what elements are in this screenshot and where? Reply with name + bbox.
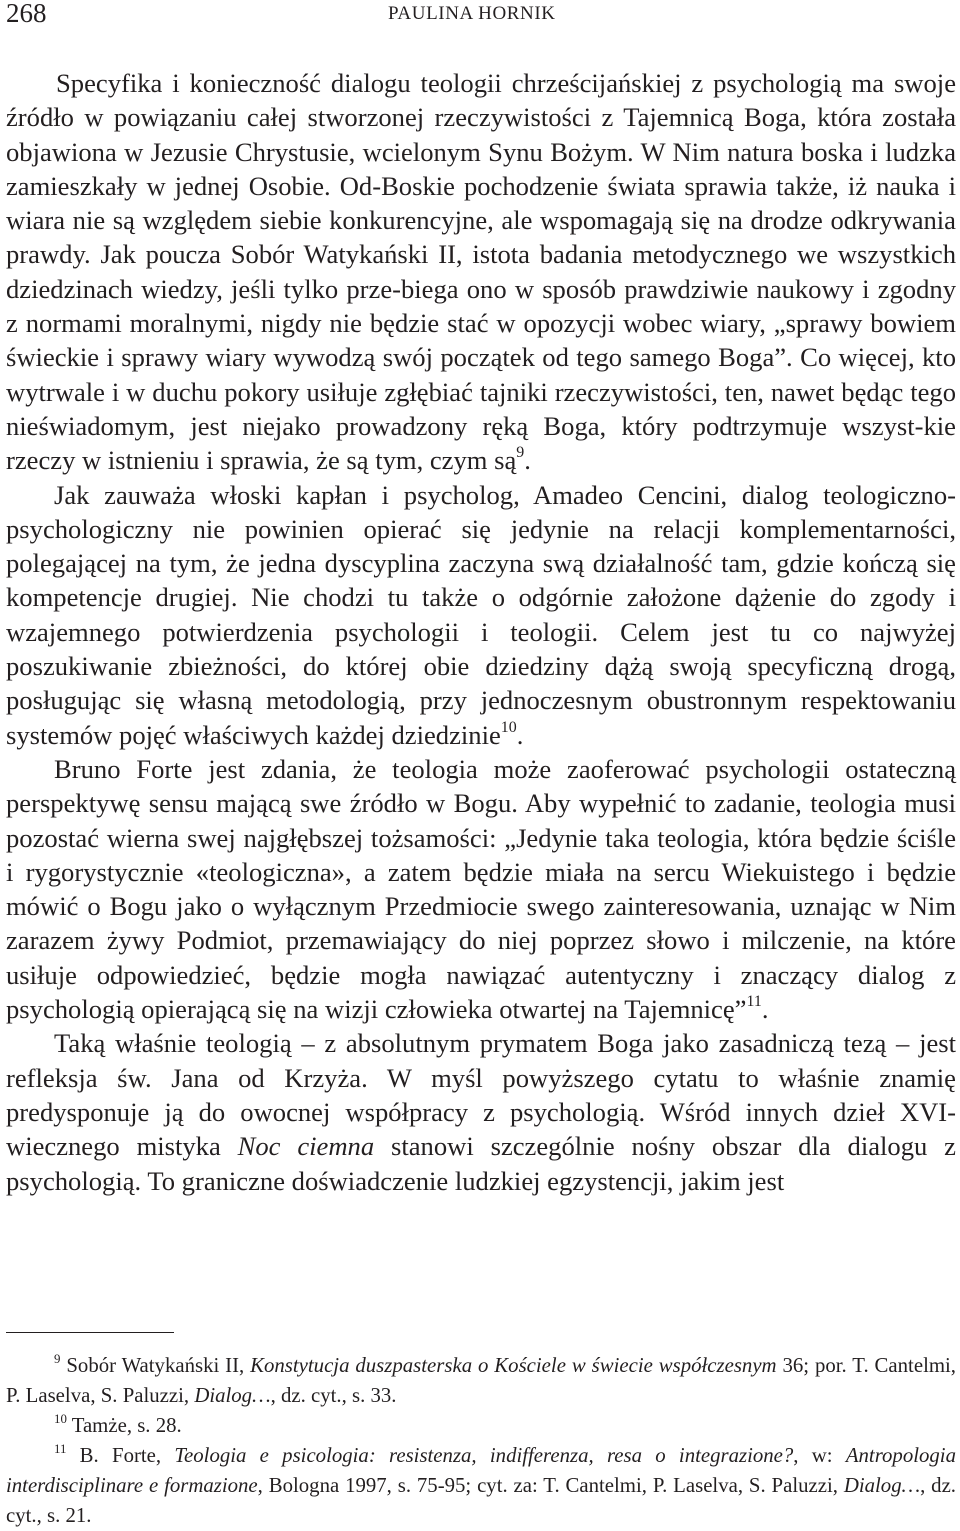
work-title-noc-ciemna: Noc ciemna (237, 1131, 375, 1162)
footnote-10 (6, 1411, 956, 1441)
footnote-ref-11: 11 (746, 993, 762, 1011)
footnote-text: B. Forte, (66, 1444, 175, 1467)
footnote-separator (6, 1332, 174, 1333)
footnote-text: Tamże, s. 28. (66, 1414, 182, 1437)
footnote-text: , w: (793, 1444, 846, 1467)
paragraph-4 (6, 1026, 956, 1197)
footnote-text: Sobór Watykański II, (60, 1354, 251, 1377)
footnote-ref-10: 10 (500, 718, 517, 736)
paragraph-1 (6, 66, 956, 478)
footnote-italic-title: Dialog… (843, 1474, 921, 1497)
footnote-9 (6, 1351, 956, 1411)
paragraph-3 (6, 752, 956, 1026)
footnote-number: 10 (54, 1411, 67, 1426)
footnote-text: , dz. cyt., s. 33. (270, 1384, 397, 1407)
paragraph-1-text: Specyfika i konieczność dialogu teologii chrześcijańskiej z psychologią ma swoje źródło w powiązaniu całej stworzonej rzeczywistości z Tajemnicą Boga, która została objawiona w Jezusie Chrystusie, wcielonym Synu Bożym. W Nim natura boska i ludzka zamieszkały w jednej Osobie. Od-Boskie pochodzenie świata sprawia także, iż nauka i wiara nie są względem siebie konkurencyjne, ale wspomagają się na drodze odkrywania prawdy. Jak poucza Sobór Watykański II, istota badania metodycznego we wszystkich dziedzinach wiedzy, jeśli tylko prze-biega ono w sposób prawdziwie naukowy i zgodny z normami moralnymi, nigdy nie będzie stać w opozycji wobec wiary, „sprawy bowiem świeckie i sprawy wiary wywodzą swój początek od tego samego Boga”. Co więcej, kto wytrwale i w duchu pokory usiłuje zgłębiać tajniki rzeczywistości, ten, nawet będąc tego nieświadomym, jest niejako prowadzony ręką Boga, który podtrzymuje wszyst-kie rzeczy w istnieniu i sprawia, że są tym, czym są (6, 68, 956, 476)
footnote-italic-title: Teologia e psicologia: resistenza, indifferenza, resa o integrazione? (174, 1444, 794, 1467)
paragraph-1-end: . (524, 445, 531, 476)
footnote-italic-title: Antropologia interdisciplinare e formazione (6, 1444, 956, 1497)
paragraph-4-text: Taką właśnie teologią – z absolutnym prymatem Boga jako zasadniczą tezą – jest refleksja św. Jana od Krzyża. W myśl powyższego cytatu to właśnie znamię predysponuje ją do owocnej współpracy z psychologią. Wśród innych dzieł XVI-wiecznego mistyka (6, 1028, 956, 1162)
paragraph-3-end: . (761, 994, 769, 1025)
footnote-italic-title: Dialog… (194, 1384, 271, 1407)
footnote-text: , Bologna 1997, s. 75-95; cyt. za: T. Cantelmi, P. Laselva, S. Paluzzi, (257, 1474, 844, 1497)
footnote-number: 11 (54, 1441, 67, 1456)
running-head: PAULINA HORNIK (388, 3, 556, 24)
footnote-italic-title: Konstytucja duszpasterska o Kościele w świecie współczesnym (250, 1354, 777, 1377)
page-header (0, 0, 960, 30)
footnote-ref-9: 9 (516, 444, 525, 462)
paragraph-3-text: Bruno Forte jest zdania, że teologia może zaoferować psychologii ostateczną perspektywę sensu mającą swe źródło w Bogu. Aby wypełnić to zadanie, teologia musi pozostać wierna swej najgłębszej tożsamości: „Jedynie taka teologia, która będzie ściśle i rygorystycznie «teologiczna», a zatem będzie miała na sercu Wiekuistego i będzie mówić o Bogu jako o wyłącznym Przedmiocie swego zainteresowania, uznając w Nim zarazem żywy Podmiot, przemawiający do niej poprzez słowo i milczenie, na które usiłuje odpowiedzieć, będzie mogła nawiązać autentyczny i znaczący dialog z psychologią opierającą się na wizji człowieka otwartej na Tajemnicę” (6, 753, 956, 1025)
footnote-text: , dz. cyt., s. 21. (6, 1474, 956, 1527)
body-text (6, 66, 956, 1198)
paragraph-4-end: stanowi szczególnie nośny obszar dla dialogu z psychologią. To graniczne doświadczenie ludzkiej egzystencji, jakim jest (6, 1131, 956, 1196)
paragraph-2-end: . (516, 719, 524, 750)
footnotes (6, 1351, 956, 1531)
paragraph-2 (6, 478, 956, 752)
footnote-11 (6, 1441, 956, 1531)
footnote-number: 9 (54, 1351, 61, 1366)
footnote-text: 36; por. T. Cantelmi, P. Laselva, S. Paluzzi, (6, 1354, 956, 1407)
paragraph-2-text: Jak zauważa włoski kapłan i psycholog, Amadeo Cencini, dialog teologiczno-psychologiczny nie powinien opierać się jedynie na relacji komplementarności, polegającej na tym, że jedna dyscyplina zaczyna swą działalność tam, gdzie kończą się kompetencje drugiej. Nie chodzi tu także o odgórnie założone dążenie do zgody i wzajemnego potwierdzenia psychologii i teologii. Celem jest tu co najwyżej poszukiwanie zbieżności, do której obie dziedziny dążą swoją specyficzną drogą, posługując się własną metodologią, przy jednoczesnym obustronnym respektowaniu systemów pojęć właściwych każdej dziedzinie (6, 479, 956, 750)
page-number: 268 (6, 0, 47, 28)
